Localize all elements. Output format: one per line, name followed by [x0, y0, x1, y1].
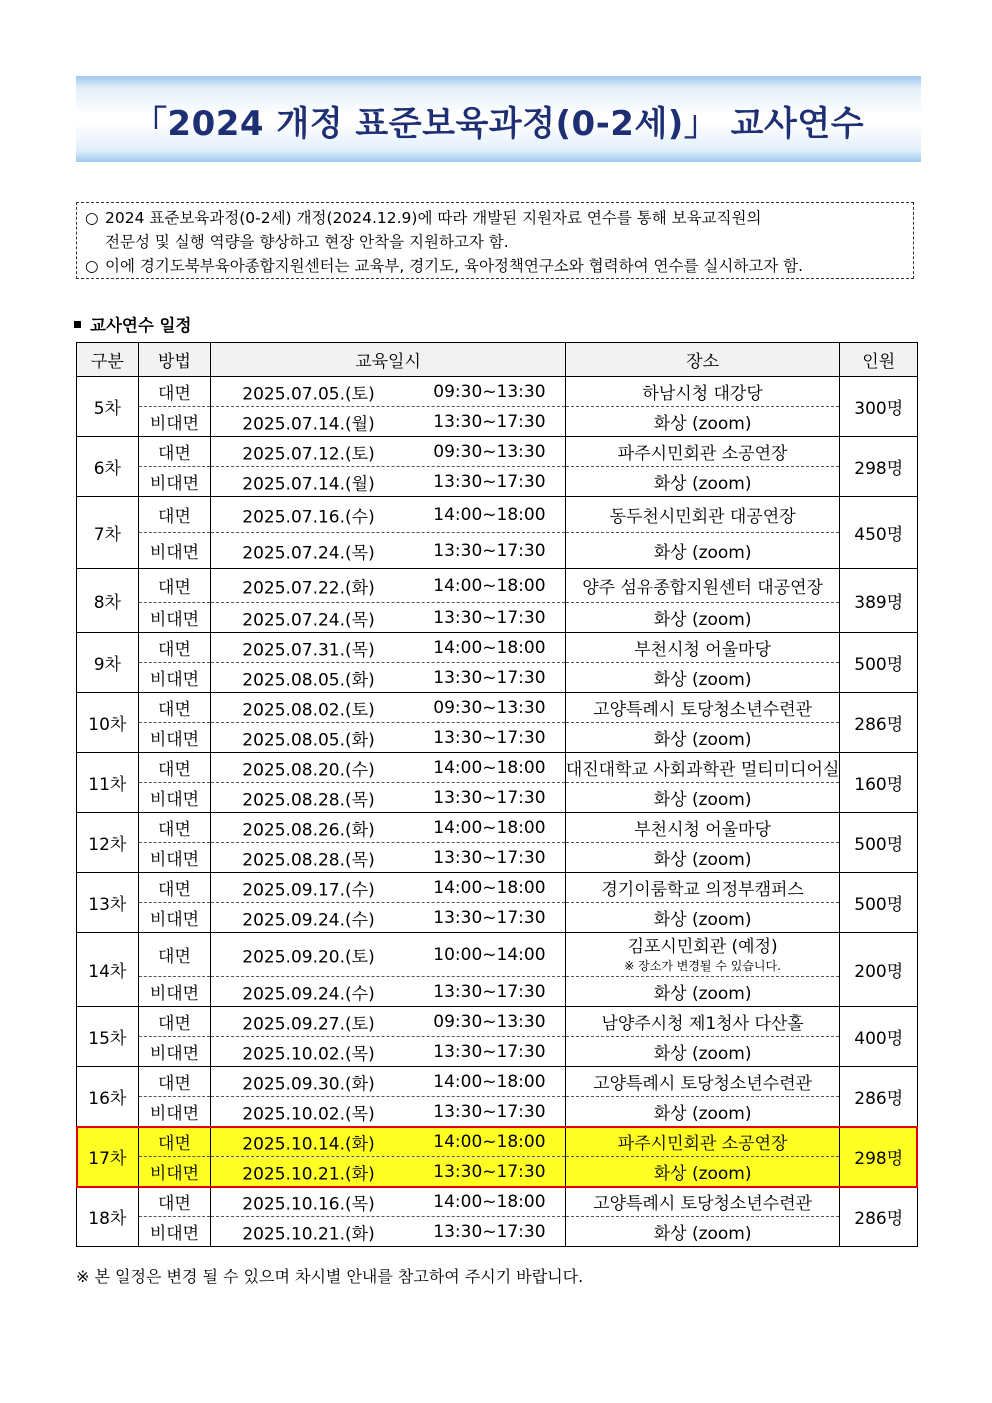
place-cell: 파주시민회관 소공연장	[565, 1127, 840, 1157]
method-cell: 비대면	[138, 903, 211, 933]
place-cell: 대진대학교 사회과학관 멀티미디어실	[565, 753, 840, 783]
time-text: 09:30~13:30	[433, 441, 546, 462]
intro-item	[85, 206, 905, 254]
method-cell: 비대면	[138, 467, 211, 497]
time-text: 13:30~17:30	[433, 727, 546, 748]
date-text: 2025.10.14.(화)	[242, 1134, 375, 1154]
place-cell: 화상 (zoom)	[565, 723, 840, 753]
time-text: 14:00~18:00	[433, 637, 546, 658]
count-cell: 286명	[840, 1067, 918, 1127]
schedule-group	[77, 569, 918, 633]
place-cell: 화상 (zoom)	[565, 977, 840, 1007]
round-cell: 14차	[77, 933, 139, 1007]
time-text: 13:30~17:30	[433, 981, 546, 1002]
place-cell: 부천시청 어울마당	[565, 633, 840, 663]
time-text: 14:00~18:00	[433, 1191, 546, 1212]
place-cell: 남양주시청 제1청사 다산홀	[565, 1007, 840, 1037]
round-cell: 17차	[77, 1127, 139, 1187]
method-cell: 대면	[138, 1007, 211, 1037]
date-text: 2025.10.16.(목)	[242, 1194, 375, 1214]
method-cell: 비대면	[138, 1157, 211, 1187]
table-row	[77, 693, 918, 723]
count-cell: 298명	[840, 437, 918, 497]
time-text: 14:00~18:00	[433, 1071, 546, 1092]
date-text: 2025.10.02.(목)	[242, 1044, 375, 1064]
datetime-cell	[211, 723, 566, 753]
time-text: 13:30~17:30	[433, 1101, 546, 1122]
method-cell: 비대면	[138, 723, 211, 753]
schedule-group	[77, 753, 918, 813]
date-text: 2025.08.20.(수)	[242, 760, 375, 780]
method-cell: 대면	[138, 1127, 211, 1157]
count-cell: 160명	[840, 753, 918, 813]
time-text: 13:30~17:30	[433, 411, 546, 432]
place-cell: 파주시민회관 소공연장	[565, 437, 840, 467]
count-cell: 298명	[840, 1127, 918, 1187]
round-cell: 10차	[77, 693, 139, 753]
place-cell: 화상 (zoom)	[565, 603, 840, 633]
datetime-cell	[211, 1127, 566, 1157]
count-cell: 200명	[840, 933, 918, 1007]
table-row	[77, 467, 918, 497]
method-cell: 대면	[138, 753, 211, 783]
intro-box	[76, 202, 914, 279]
header-count: 인원	[840, 343, 918, 377]
header-datetime: 교육일시	[211, 343, 566, 377]
time-text: 09:30~13:30	[433, 1011, 546, 1032]
date-text: 2025.07.14.(월)	[242, 474, 375, 494]
table-row	[77, 1157, 918, 1187]
header-round: 구분	[77, 343, 139, 377]
table-row	[77, 603, 918, 633]
datetime-cell	[211, 693, 566, 723]
intro-text: 2024 표준보육과정(0-2세) 개정(2024.12.9)에 따라 개발된 지원자료 연수를 통해 보육교직원의	[105, 209, 762, 227]
place-cell: 양주 섬유종합지원센터 대공연장	[565, 569, 840, 603]
datetime-cell	[211, 437, 566, 467]
bullet-circle-icon: ○	[85, 209, 99, 227]
method-cell: 대면	[138, 377, 211, 407]
time-text: 14:00~18:00	[433, 504, 546, 525]
round-cell: 16차	[77, 1067, 139, 1127]
datetime-cell	[211, 1157, 566, 1187]
method-cell: 비대면	[138, 1097, 211, 1127]
schedule-group	[77, 377, 918, 437]
table-row	[77, 1037, 918, 1067]
table-row	[77, 569, 918, 603]
count-cell: 300명	[840, 377, 918, 437]
place-cell: 고양특례시 토당청소년수련관	[565, 693, 840, 723]
table-row	[77, 873, 918, 903]
datetime-cell	[211, 1217, 566, 1247]
round-cell: 12차	[77, 813, 139, 873]
schedule-group	[77, 873, 918, 933]
date-text: 2025.09.17.(수)	[242, 880, 375, 900]
datetime-cell	[211, 753, 566, 783]
date-text: 2025.08.02.(토)	[242, 700, 375, 720]
date-text: 2025.08.28.(목)	[242, 790, 375, 810]
place-cell: 화상 (zoom)	[565, 1037, 840, 1067]
method-cell: 대면	[138, 497, 211, 533]
count-cell: 450명	[840, 497, 918, 569]
time-text: 13:30~17:30	[433, 1041, 546, 1062]
round-cell: 6차	[77, 437, 139, 497]
datetime-cell	[211, 813, 566, 843]
table-row	[77, 903, 918, 933]
table-header-row	[77, 343, 918, 377]
method-cell: 대면	[138, 693, 211, 723]
method-cell: 비대면	[138, 783, 211, 813]
table-row	[77, 1187, 918, 1217]
place-cell: 고양특례시 토당청소년수련관	[565, 1187, 840, 1217]
table-row	[77, 783, 918, 813]
date-text: 2025.07.12.(토)	[242, 444, 375, 464]
datetime-cell	[211, 497, 566, 533]
method-cell: 비대면	[138, 663, 211, 693]
place-cell: 화상 (zoom)	[565, 663, 840, 693]
date-text: 2025.07.22.(화)	[242, 578, 375, 598]
intro-text: 전문성 및 실행 역량을 향상하고 현장 안착을 지원하고자 함.	[105, 233, 509, 251]
time-text: 13:30~17:30	[433, 787, 546, 808]
method-cell: 대면	[138, 813, 211, 843]
table-row	[77, 1007, 918, 1037]
date-text: 2025.09.20.(토)	[242, 947, 375, 967]
intro-item	[85, 254, 905, 278]
schedule-group	[77, 633, 918, 693]
datetime-cell	[211, 1007, 566, 1037]
datetime-cell	[211, 603, 566, 633]
datetime-cell	[211, 1097, 566, 1127]
datetime-cell	[211, 1037, 566, 1067]
date-text: 2025.07.05.(토)	[242, 384, 375, 404]
date-text: 2025.10.02.(목)	[242, 1104, 375, 1124]
schedule-table	[76, 342, 918, 1247]
intro-text: 이에 경기도북부육아종합지원센터는 교육부, 경기도, 육아정책연구소와 협력하여 연수를 실시하고자 함.	[105, 257, 804, 275]
table-row	[77, 1127, 918, 1157]
round-cell: 5차	[77, 377, 139, 437]
datetime-cell	[211, 977, 566, 1007]
schedule-group	[77, 497, 918, 569]
count-cell: 389명	[840, 569, 918, 633]
round-cell: 7차	[77, 497, 139, 569]
time-text: 13:30~17:30	[433, 471, 546, 492]
place-cell	[565, 933, 840, 977]
place-cell: 하남시청 대강당	[565, 377, 840, 407]
table-row	[77, 1067, 918, 1097]
time-text: 14:00~18:00	[433, 877, 546, 898]
round-cell: 8차	[77, 569, 139, 633]
datetime-cell	[211, 783, 566, 813]
method-cell: 대면	[138, 633, 211, 663]
place-cell: 부천시청 어울마당	[565, 813, 840, 843]
date-text: 2025.09.27.(토)	[242, 1014, 375, 1034]
page-title: 「2024 개정 표준보육과정(0-2세)」 교사연수	[132, 104, 865, 144]
schedule-group	[77, 933, 918, 1007]
datetime-cell	[211, 933, 566, 977]
place-cell: 화상 (zoom)	[565, 903, 840, 933]
time-text: 14:00~18:00	[433, 817, 546, 838]
schedule-group	[77, 1067, 918, 1127]
date-text: 2025.10.21.(화)	[242, 1164, 375, 1184]
time-text: 13:30~17:30	[433, 607, 546, 628]
place-cell: 화상 (zoom)	[565, 783, 840, 813]
date-text: 2025.07.31.(목)	[242, 640, 375, 660]
footnote: ※ 본 일정은 변경 될 수 있으며 차시별 안내를 참고하여 주시기 바랍니다.	[76, 1267, 584, 1286]
date-text: 2025.08.05.(화)	[242, 670, 375, 690]
round-cell: 9차	[77, 633, 139, 693]
count-cell: 286명	[840, 1187, 918, 1247]
date-text: 2025.10.21.(화)	[242, 1224, 375, 1244]
table-row	[77, 407, 918, 437]
section-heading-label: 교사연수 일정	[90, 316, 192, 335]
bullet-circle-icon: ○	[85, 257, 99, 275]
time-text: 13:30~17:30	[433, 540, 546, 561]
place-cell: 고양특례시 토당청소년수련관	[565, 1067, 840, 1097]
datetime-cell	[211, 407, 566, 437]
header-place: 장소	[565, 343, 840, 377]
table-row	[77, 813, 918, 843]
schedule-group	[77, 1187, 918, 1247]
time-text: 14:00~18:00	[433, 1131, 546, 1152]
time-text: 13:30~17:30	[433, 847, 546, 868]
square-bullet-icon	[74, 321, 81, 328]
date-text: 2025.09.24.(수)	[242, 910, 375, 930]
method-cell: 대면	[138, 1187, 211, 1217]
title-banner	[76, 76, 921, 162]
place-cell: 화상 (zoom)	[565, 1157, 840, 1187]
datetime-cell	[211, 467, 566, 497]
method-cell: 대면	[138, 873, 211, 903]
date-text: 2025.07.14.(월)	[242, 414, 375, 434]
date-text: 2025.09.24.(수)	[242, 984, 375, 1004]
method-cell: 비대면	[138, 603, 211, 633]
count-cell: 500명	[840, 873, 918, 933]
table-row	[77, 497, 918, 533]
place-cell: 화상 (zoom)	[565, 1217, 840, 1247]
schedule-group	[77, 693, 918, 753]
method-cell: 대면	[138, 1067, 211, 1097]
datetime-cell	[211, 377, 566, 407]
table-row	[77, 1217, 918, 1247]
schedule-group	[77, 1127, 918, 1187]
place-cell: 동두천시민회관 대공연장	[565, 497, 840, 533]
count-cell: 500명	[840, 813, 918, 873]
place-cell: 화상 (zoom)	[565, 533, 840, 569]
count-cell: 500명	[840, 633, 918, 693]
method-cell: 비대면	[138, 407, 211, 437]
round-cell: 11차	[77, 753, 139, 813]
section-heading	[74, 312, 191, 336]
schedule-group	[77, 1007, 918, 1067]
table-row	[77, 533, 918, 569]
datetime-cell	[211, 1067, 566, 1097]
table-row	[77, 753, 918, 783]
datetime-cell	[211, 873, 566, 903]
time-text: 10:00~14:00	[433, 944, 546, 965]
place-cell: 화상 (zoom)	[565, 1097, 840, 1127]
date-text: 2025.08.28.(목)	[242, 850, 375, 870]
method-cell: 비대면	[138, 843, 211, 873]
table-row	[77, 723, 918, 753]
header-method: 방법	[138, 343, 211, 377]
time-text: 13:30~17:30	[433, 1161, 546, 1182]
datetime-cell	[211, 533, 566, 569]
datetime-cell	[211, 843, 566, 873]
method-cell: 대면	[138, 933, 211, 977]
datetime-cell	[211, 633, 566, 663]
date-text: 2025.07.24.(목)	[242, 610, 375, 630]
place-cell: 화상 (zoom)	[565, 407, 840, 437]
datetime-cell	[211, 1187, 566, 1217]
datetime-cell	[211, 663, 566, 693]
date-text: 2025.08.26.(화)	[242, 820, 375, 840]
time-text: 13:30~17:30	[433, 667, 546, 688]
time-text: 13:30~17:30	[433, 907, 546, 928]
place-cell: 화상 (zoom)	[565, 843, 840, 873]
time-text: 14:00~18:00	[433, 575, 546, 596]
date-text: 2025.08.05.(화)	[242, 730, 375, 750]
method-cell: 대면	[138, 437, 211, 467]
datetime-cell	[211, 569, 566, 603]
method-cell: 비대면	[138, 1037, 211, 1067]
date-text: 2025.07.16.(수)	[242, 507, 375, 527]
time-text: 09:30~13:30	[433, 697, 546, 718]
table-row	[77, 633, 918, 663]
method-cell: 비대면	[138, 977, 211, 1007]
method-cell: 비대면	[138, 1217, 211, 1247]
schedule-group	[77, 813, 918, 873]
date-text: 2025.07.24.(목)	[242, 543, 375, 563]
table-row	[77, 933, 918, 977]
time-text: 09:30~13:30	[433, 381, 546, 402]
time-text: 13:30~17:30	[433, 1221, 546, 1242]
table-row	[77, 843, 918, 873]
count-cell: 286명	[840, 693, 918, 753]
table-row	[77, 1097, 918, 1127]
date-text: 2025.09.30.(화)	[242, 1074, 375, 1094]
table-row	[77, 977, 918, 1007]
place-cell: 경기이룸학교 의정부캠퍼스	[565, 873, 840, 903]
place-text: 김포시민회관 (예정)	[627, 937, 778, 957]
count-cell: 400명	[840, 1007, 918, 1067]
place-cell: 화상 (zoom)	[565, 467, 840, 497]
table-row	[77, 377, 918, 407]
datetime-cell	[211, 903, 566, 933]
round-cell: 18차	[77, 1187, 139, 1247]
schedule-group	[77, 437, 918, 497]
table-row	[77, 663, 918, 693]
method-cell: 대면	[138, 569, 211, 603]
round-cell: 13차	[77, 873, 139, 933]
place-note: ※ 장소가 변경될 수 있습니다.	[624, 959, 781, 973]
round-cell: 15차	[77, 1007, 139, 1067]
method-cell: 비대면	[138, 533, 211, 569]
time-text: 14:00~18:00	[433, 757, 546, 778]
table-row	[77, 437, 918, 467]
